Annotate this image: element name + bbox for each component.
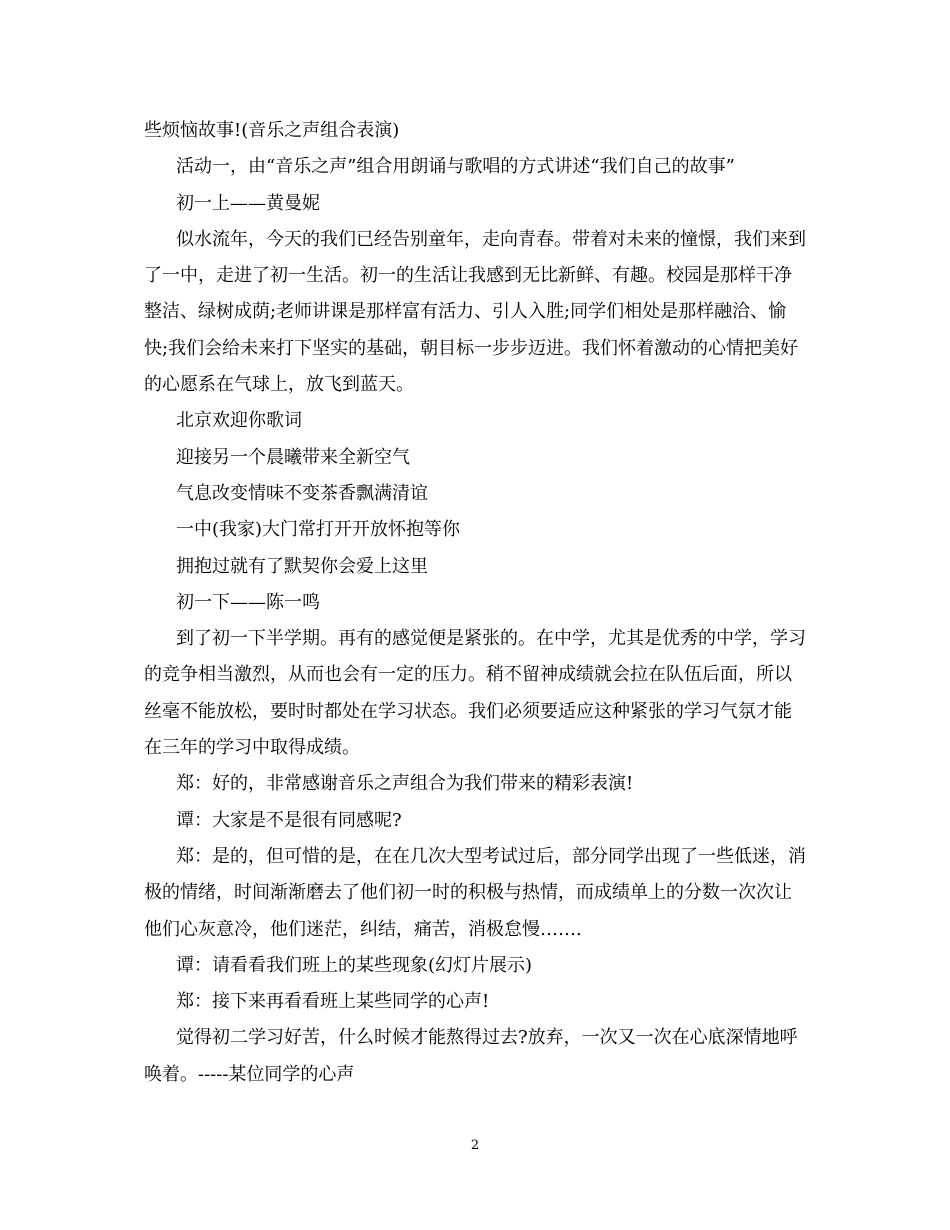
lyric-line: 一中(我家)大门常打开开放怀抱等你 xyxy=(176,519,461,541)
section-heading: 初一上——黄曼妮 xyxy=(176,192,320,214)
song-title: 北京欢迎你歌词 xyxy=(176,410,302,432)
paragraph: 些烦恼故事!(音乐之声组合表演) xyxy=(144,120,400,141)
page-number: 2 xyxy=(470,1138,480,1153)
section-heading: 初一下——陈一鸣 xyxy=(176,591,320,613)
lyric-line: 迎接另一个晨曦带来全新空气 xyxy=(176,446,410,468)
dialogue-line: 谭：大家是不是很有同感呢? xyxy=(176,809,402,831)
lyric-line: 拥抱过就有了默契你会爱上这里 xyxy=(176,555,428,577)
paragraph: 到了初一下半学期。再有的感觉便是紧张的。在中学，尤其是优秀的中学，学习的竞争相当激烈，从而也会有一定的压力。稍不留神成绩就会拉在队伍后面，所以丝毫不能放松，要时时都处在学习状态。我们必须要适应这种紧张的学习气氛才能在三年的学习中取得成绩。 xyxy=(144,628,806,759)
paragraph: 活动一，由“音乐之声”组合用朗诵与歌唱的方式讲述“我们自己的故事” xyxy=(176,156,735,178)
document-body xyxy=(144,113,809,1093)
dialogue-line: 谭：请看看我们班上的某些现象(幻灯片展示) xyxy=(176,954,533,976)
dialogue-line: 郑：接下来再看看班上某些同学的心声! xyxy=(176,991,490,1013)
dialogue-line: 郑：好的，非常感谢音乐之声组合为我们带来的精彩表演! xyxy=(176,773,634,795)
dialogue-line: 郑：是的，但可惜的是，在在几次大型考试过后，部分同学出现了一些低迷，消极的情绪，时间渐渐磨去了他们初一时的积极与热情，而成绩单上的分数一次次让他们心灰意冷，他们迷茫，纠结，痛苦，消极怠慢……. xyxy=(144,845,806,940)
paragraph: 觉得初二学习好苦，什么时候才能熬得过去?放弃，一次又一次在心底深情地呼唤着。-----某位同学的心声 xyxy=(144,1027,798,1085)
lyric-line: 气息改变情味不变茶香飘满清谊 xyxy=(176,482,428,504)
paragraph: 似水流年，今天的我们已经告别童年，走向青春。带着对未来的憧憬，我们来到了一中，走进了初一生活。初一的生活让我感到无比新鲜、有趣。校园是那样干净整洁、绿树成荫;老师讲课是那样富有活力、引人入胜;同学们相处是那样融洽、愉快;我们会给未来打下坚实的基础，朝目标一步步迈进。我们怀着激动的心情把美好的心愿系在气球上，放飞到蓝天。 xyxy=(144,228,806,396)
